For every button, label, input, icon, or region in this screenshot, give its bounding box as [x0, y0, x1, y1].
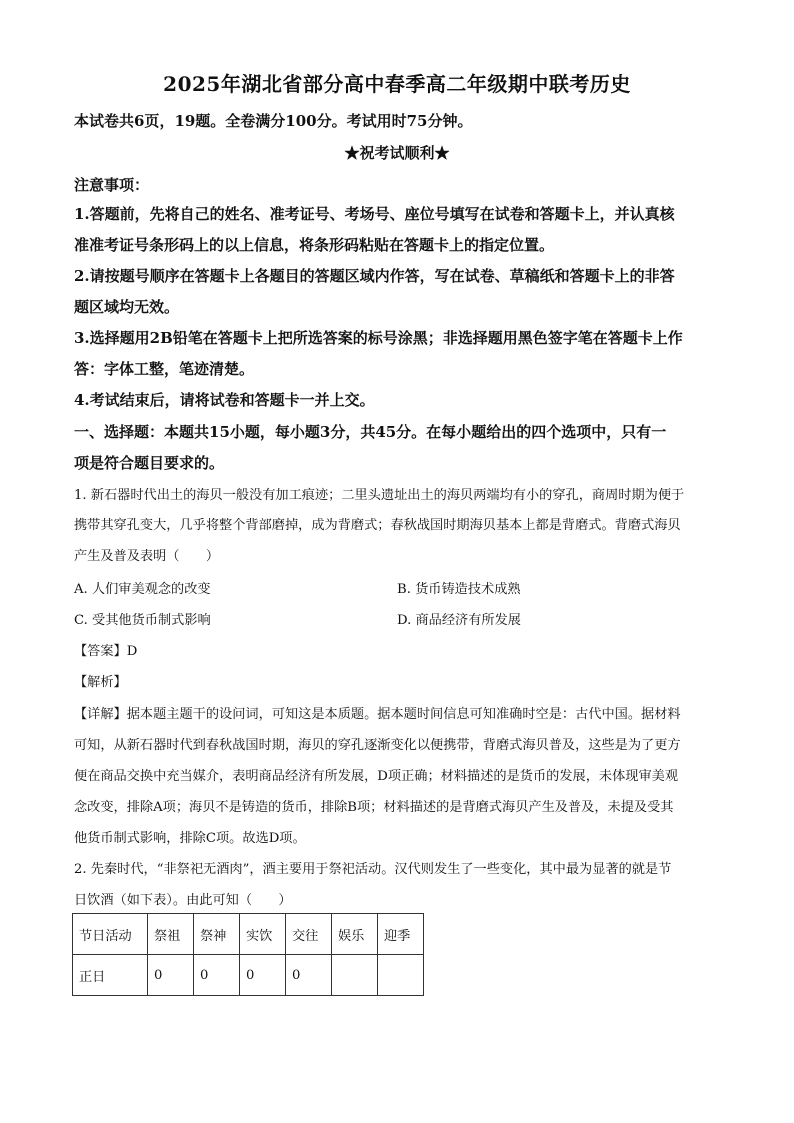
exam-intro: 本试卷共6页，19题。全卷满分100分。考试用时75分钟。 — [74, 112, 473, 130]
table-header-cell: 交往 — [286, 914, 332, 955]
section-heading: 一、选择题：本题共15小题，每小题3分，共45分。在每小题给出的四个选项中，只有一 — [74, 423, 667, 441]
analysis-detail: 【详解】据本题主题干的设问词，可知这是本质题。据本题时间信息可知准确时空是：古代中国。据材料 — [74, 707, 681, 722]
table-header-cell: 娱乐 — [332, 914, 378, 955]
question-2-stem: 2. 先秦时代，“非祭祀无酒肉”，酒主要用于祭祀活动。汉代则发生了一些变化，其中最为显著的就是节 — [74, 862, 672, 877]
notice-line: 1.答题前，先将自己的姓名、准考证号、考场号、座位号填写在试卷和答题卡上，并认真核 — [74, 205, 675, 223]
table-cell: 0 — [194, 955, 240, 996]
notice-line: 3.选择题用2B铅笔在答题卡上把所选答案的标号涂黑；非选择题用黑色签字笔在答题卡上作 — [74, 329, 683, 347]
table-cell: 0 — [240, 955, 286, 996]
notice-line: 2.请按题号顺序在答题卡上各题目的答题区域内作答，写在试卷、草稿纸和答题卡上的非答 — [74, 267, 675, 285]
table-row — [73, 955, 424, 996]
table-header-cell: 节日活动 — [73, 914, 148, 955]
analysis-detail: 可知，从新石器时代到春秋战国时期，海贝的穿孔逐渐变化以便携带，背磨式海贝普及，这些是为了更方 — [74, 738, 681, 753]
question-2-stem: 日饮酒（如下表）。由此可知（ ） — [74, 893, 292, 908]
notice-line: 答：字体工整，笔迹清楚。 — [74, 360, 255, 378]
table-header-cell: 祭神 — [194, 914, 240, 955]
analysis-detail: 便在商品交换中充当媒介，表明商品经济有所发展，D项正确；材料描述的是货币的发展，未体现审美观 — [74, 769, 679, 784]
question-1-stem: 产生及普及表明（ ） — [74, 549, 220, 564]
analysis-label: 【解析】 — [74, 675, 127, 690]
question-1-stem: 1. 新石器时代出土的海贝一般没有加工痕迹；二里头遗址出土的海贝两端均有小的穿孔，商周时期为便于 — [74, 488, 685, 503]
page-title: 2025年湖北省部分高中春季高二年级期中联考历史 — [163, 72, 631, 96]
notice-line: 4.考试结束后，请将试卷和答题卡一并上交。 — [74, 391, 375, 409]
notice-line: 准准考证号条形码上的以上信息，将条形码粘贴在答题卡上的指定位置。 — [74, 236, 555, 254]
answer-line: 【答案】D — [74, 644, 138, 659]
section-heading: 项是符合题目要求的。 — [74, 454, 225, 472]
option-a: A. 人们审美观念的改变 — [74, 582, 211, 597]
festival-table — [72, 913, 424, 996]
table-header-cell: 迎季 — [378, 914, 424, 955]
option-b: B. 货币铸造技术成熟 — [397, 582, 521, 597]
notice-heading: 注意事项： — [74, 176, 150, 194]
table-cell: 正日 — [73, 955, 148, 996]
question-1-stem: 携带其穿孔变大，几乎将整个背部磨掉，成为背磨式；春秋战国时期海贝基本上都是背磨式。背磨式海贝 — [74, 518, 681, 533]
table-cell — [332, 955, 378, 996]
good-luck-line: ★祝考试顺利★ — [344, 144, 450, 162]
notice-line: 题区域均无效。 — [74, 298, 180, 316]
table-header-cell: 实饮 — [240, 914, 286, 955]
table-cell — [378, 955, 424, 996]
option-c: C. 受其他货币制式影响 — [74, 613, 211, 628]
table-cell: 0 — [148, 955, 194, 996]
analysis-detail: 念改变，排除A项；海贝不是铸造的货币，排除B项；材料描述的是背磨式海贝产生及普及，未提及受其 — [74, 800, 674, 815]
option-d: D. 商品经济有所发展 — [397, 613, 521, 628]
table-header-cell: 祭祖 — [148, 914, 194, 955]
analysis-detail: 他货币制式影响，排除C项。故选D项。 — [74, 831, 306, 846]
table-cell: 0 — [286, 955, 332, 996]
table-header-row — [73, 914, 424, 955]
